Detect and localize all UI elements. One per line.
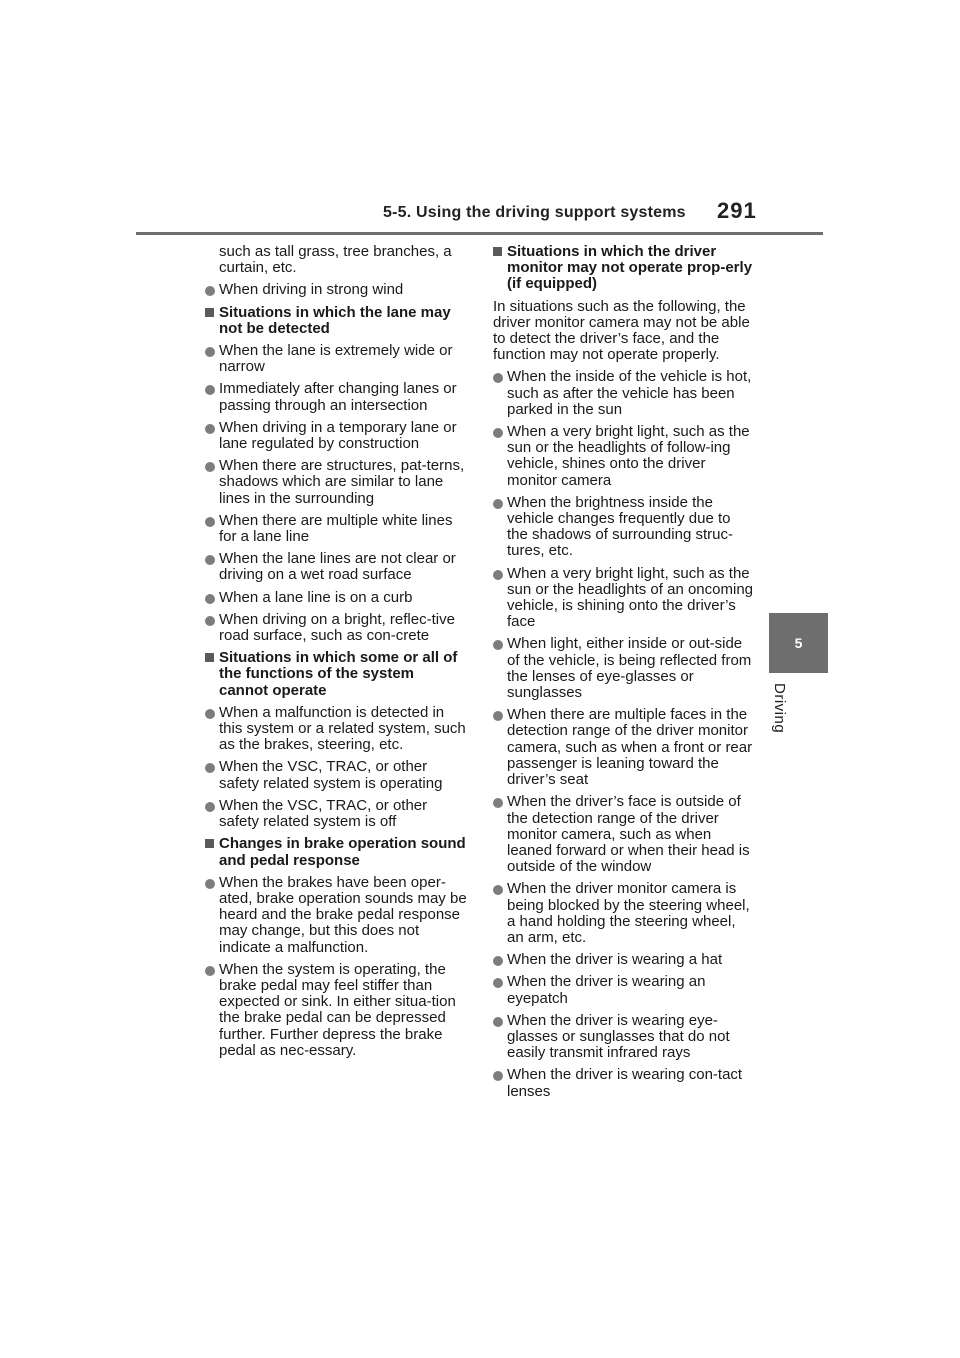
item-text: such as tall grass, tree branches, a curtain, etc. [219, 243, 452, 277]
right-column [493, 244, 755, 1106]
circle-bullet-icon [205, 879, 215, 889]
list-item [493, 952, 755, 968]
list-item [493, 1013, 755, 1062]
list-item [205, 458, 467, 507]
circle-bullet-icon [205, 517, 215, 527]
circle-bullet-icon [493, 978, 503, 988]
list-item [205, 343, 467, 375]
circle-bullet-icon [493, 1071, 503, 1081]
list-item [205, 513, 467, 545]
circle-bullet-icon [493, 428, 503, 438]
square-bullet-icon [493, 247, 502, 256]
list-item [205, 612, 467, 644]
item-text: When there are structures, pat-terns, shadows which are similar to lane lines in the surrounding [219, 457, 465, 507]
circle-bullet-icon [205, 424, 215, 434]
item-text: Changes in brake operation sound and pedal response [219, 835, 466, 869]
circle-bullet-icon [493, 640, 503, 650]
circle-bullet-icon [205, 385, 215, 395]
item-text: When the system is operating, the brake pedal may feel stiffer than expected or sink. In either situa-tion the brake pedal can be depressed further. Further depress the brake pedal as nec-essary. [219, 960, 456, 1059]
list-item [205, 420, 467, 452]
paragraph [493, 299, 755, 364]
section-heading [205, 650, 467, 699]
list-item [493, 424, 755, 489]
header-rule [136, 232, 823, 235]
item-text: When the driver is wearing eye-glasses or sunglasses that do not easily transmit infrared rays [507, 1011, 730, 1062]
circle-bullet-icon [205, 763, 215, 773]
circle-bullet-icon [205, 347, 215, 357]
item-text: When driving on a bright, reflec-tive road surface, such as con-crete [219, 610, 455, 645]
item-text: Situations in which the lane may not be detected [219, 303, 451, 337]
list-item [493, 636, 755, 701]
item-text: When driving in strong wind [219, 281, 404, 299]
circle-bullet-icon [493, 373, 503, 383]
circle-bullet-icon [205, 709, 215, 719]
circle-bullet-icon [205, 594, 215, 604]
item-text: When the brightness inside the vehicle changes frequently due to the shadows of surrounding struc-tures, etc. [507, 493, 733, 560]
square-bullet-icon [205, 308, 214, 317]
left-column [205, 244, 467, 1065]
item-text: When the brakes have been oper-ated, brake operation sounds may be heard and the brake pedal response may change, but this does not indicate a malfunction. [219, 873, 467, 956]
item-text: When there are multiple white lines for a lane line [219, 511, 453, 546]
list-item [205, 551, 467, 583]
circle-bullet-icon [493, 1017, 503, 1027]
list-item [205, 759, 467, 791]
item-text: When the driver monitor camera is being blocked by the steering wheel, a hand holding the steering wheel, an arm, etc. [507, 880, 750, 946]
list-item [205, 381, 467, 413]
list-item [493, 1067, 755, 1099]
section-title: 5-5. Using the driving support systems [383, 204, 686, 221]
item-text: When the lane lines are not clear or driving on a wet road surface [219, 550, 456, 584]
circle-bullet-icon [493, 499, 503, 509]
item-text: When the driver’s face is outside of the detection range of the driver monitor camera, such as when leaned forward or when their head is outside of the window [507, 793, 750, 876]
item-text: When there are multiple faces in the detection range of the driver monitor camera, such as when a front or rear passenger is leaning toward the driver’s seat [507, 706, 753, 789]
chapter-number: 5 [794, 635, 803, 651]
circle-bullet-icon [205, 966, 215, 976]
item-text: When the VSC, TRAC, or other safety related system is off [219, 796, 428, 831]
square-bullet-icon [205, 839, 214, 848]
list-item [493, 369, 755, 418]
item-text: When the lane is extremely wide or narrow [219, 342, 453, 376]
item-text: When the driver is wearing con-tact lenses [507, 1066, 743, 1100]
item-text: When the driver is wearing a hat [507, 951, 723, 969]
item-text: When a malfunction is detected in this system or a related system, such as the brakes, steering, etc. [219, 703, 466, 754]
list-item [493, 974, 755, 1006]
list-item [205, 282, 467, 298]
item-text: Situations in which some or all of the functions of the system cannot operate [219, 649, 458, 699]
list-item [493, 881, 755, 946]
continued-text [205, 244, 467, 276]
item-text: When light, either inside or out-side of the vehicle, is being reflected from the lenses of eye-glasses or sunglasses [507, 635, 752, 702]
list-item [205, 590, 467, 606]
list-item [493, 794, 755, 875]
item-text: When driving in a temporary lane or lane regulated by construction [219, 418, 457, 453]
page-number: 291 [717, 198, 757, 223]
item-text: When the driver is wearing an eyepatch [507, 973, 706, 1007]
section-heading [205, 305, 467, 337]
list-item [205, 875, 467, 956]
section-heading [205, 836, 467, 868]
circle-bullet-icon [205, 802, 215, 812]
item-text: When a lane line is on a curb [219, 588, 413, 606]
item-text: When a very bright light, such as the sun or the headlights of an oncoming vehicle, is shining onto the driver’s face [507, 564, 753, 631]
list-item [493, 707, 755, 788]
item-text: When the inside of the vehicle is hot, such as after the vehicle has been parked in the sun [507, 368, 752, 418]
item-text: Situations in which the driver monitor may not operate prop-erly (if equipped) [507, 243, 753, 293]
circle-bullet-icon [205, 555, 215, 565]
chapter-tab [769, 613, 828, 673]
item-text: When the VSC, TRAC, or other safety related system is operating [219, 758, 443, 792]
item-text: When a very bright light, such as the sun or the headlights of follow-ing vehicle, shines onto the driver monitor camera [507, 423, 750, 489]
page-header [383, 198, 783, 234]
circle-bullet-icon [205, 462, 215, 472]
chapter-name: Driving [771, 683, 788, 734]
list-item [205, 798, 467, 830]
section-heading [493, 244, 755, 293]
chapter-label [771, 683, 791, 763]
circle-bullet-icon [493, 956, 503, 966]
circle-bullet-icon [205, 616, 215, 626]
square-bullet-icon [205, 653, 214, 662]
circle-bullet-icon [493, 570, 503, 580]
list-item [205, 962, 467, 1059]
item-text: In situations such as the following, the driver monitor camera may not be able to detect the driver’s face, and the function may not operate properly. [493, 297, 750, 364]
list-item [205, 705, 467, 754]
list-item [493, 566, 755, 631]
circle-bullet-icon [205, 286, 215, 296]
circle-bullet-icon [493, 798, 503, 808]
circle-bullet-icon [493, 885, 503, 895]
list-item [493, 495, 755, 560]
item-text: Immediately after changing lanes or passing through an intersection [219, 380, 457, 414]
circle-bullet-icon [493, 711, 503, 721]
